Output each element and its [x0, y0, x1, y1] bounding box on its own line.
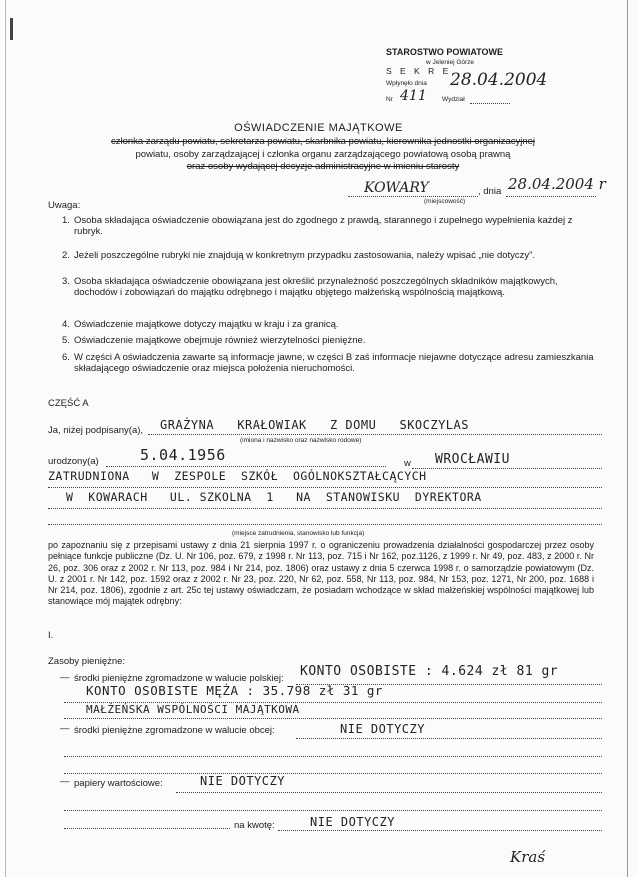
employment-line-2: W KOWARACH UL. SZKOLNA 1 NA STANOWISKU DYREKTORA [66, 490, 482, 504]
place-caption: (miejscowość) [424, 198, 466, 205]
part-a-heading: CZĘŚĆ A [48, 398, 89, 409]
declarant-label: Ja, niżej podpisany(a), [48, 425, 144, 436]
pln-funds-label: środki pieniężne zgromadzone w walucie polskiej: [74, 673, 284, 684]
office-stamp [380, 44, 550, 106]
employment-underline-2 [48, 508, 602, 509]
staple-mark [10, 18, 13, 40]
bullet-dash: — [60, 672, 70, 683]
amount-value: NIE DOTYCZY [310, 815, 395, 829]
instruction-number: 3. [62, 276, 70, 287]
document-subtitle [58, 136, 588, 174]
cash-resources-label: Zasoby pieniężne: [48, 656, 126, 667]
born-place-line [412, 468, 602, 469]
born-label: urodzony(a) [48, 456, 99, 467]
born-date: 5.04.1956 [140, 446, 226, 464]
place-value: KOWARY [364, 180, 429, 196]
subtitle-line-3: oraz osoby wydającej decyzje administracyjne w imieniu starosty [186, 161, 460, 172]
amount-lead-line [64, 828, 230, 829]
stamp-received-label: Wpłynęło dnia [386, 80, 427, 87]
stamp-nr-label: Nr [386, 96, 393, 103]
stamp-wydzial-line [470, 103, 510, 104]
stamp-received-date: 28.04.2004 [450, 70, 548, 90]
date-line [506, 196, 596, 197]
employment-underline-1 [48, 487, 602, 488]
stamp-wydzial-label: Wydział [442, 96, 465, 103]
section-i-heading: I. [48, 630, 54, 641]
securities-line-1 [176, 792, 602, 793]
instruction-text: Jeżeli poszczególne rubryki nie znajdują w konkretnym przypadku zastosowania, należy wpisać „nie dotyczy”. [74, 250, 535, 261]
foreign-funds-value: NIE DOTYCZY [340, 722, 425, 736]
born-date-line [106, 466, 386, 467]
pln-funds-value-2: KONTO OSOBISTE MĘŻA : 35.798 zł 31 gr [86, 683, 383, 698]
instruction-item [62, 215, 598, 241]
foreign-funds-line-1 [296, 738, 602, 739]
instruction-number: 2. [62, 250, 70, 261]
date-value: 28.04.2004 r [508, 175, 606, 193]
declarant-name: GRAŻYNA KRAŁOWIAK Z DOMU SKOCZYLAS [160, 418, 469, 432]
stamp-nr-value: 411 [400, 88, 427, 104]
signature-initials: Kraś [510, 848, 546, 866]
employment-caption: (miejsce zatrudnienia, stanowisko lub funkcja) [232, 530, 365, 537]
legal-basis-text: po zapoznaniu się z przepisami ustawy z dnia 21 sierpnia 1997 r. o ograniczeniu prowadzenia działalności gospodarczej przez osoby pełniące funkcje publiczne (Dz. U. Nr 106, poz. 679, z 1998 r. Nr 113, poz. 715 i Nr 162, poz.1126, z 1999 r. Nr 49, poz. 483, z 2000 r. Nr 26, poz. 306 oraz z 2002 r. Nr 113, poz. 984 i Nr 214, poz. 1806) oraz ustawy z dnia 5 czerwca 1998 r. o samorządzie powiatowym (Dz. U. z 2001 r. Nr 142, poz. 1592 oraz z 2002 r. Nr 23, poz. 220, Nr 62, poz. 558, Nr 113, poz. 984, Nr 153, poz. 1271, Nr 200, poz. 1688 i Nr 214, poz. 1806), zgodnie z art. 25c tej ustawy oświadczam, że posiadam wchodzące w skład małżeńskiej wspólności majątkowej lub stanowiące mój majątek odrębny: [48, 540, 594, 607]
instruction-text: Osoba składająca oświadczenie obowiązana jest do zgodnego z prawdą, starannego i zupełnego wypełnienia każdej z rubryk. [74, 215, 573, 238]
instruction-text: W części A oświadczenia zawarte są informacje jawne, w części B zaś informacje niejawne dotyczące adresu zamieszkania składającego oświadczenie oraz miejsca położenia nieruchomości. [74, 352, 594, 375]
instruction-item [62, 276, 598, 314]
date-prefix: , dnia [478, 186, 502, 197]
instruction-item [62, 319, 598, 333]
securities-line-2 [64, 810, 602, 811]
bullet-dash: — [60, 776, 70, 787]
stamp-office-city: w Jeleniej Górze [426, 59, 475, 66]
foreign-funds-label: środki pieniężne zgromadzone w walucie obcej: [74, 725, 275, 736]
instruction-text: Oświadczenie majątkowe obejmuje również wierzytelności pieniężne. [74, 335, 366, 346]
subtitle-line-2: powiatu, osoby zarządzającej i członka organu zarządzającego powiatową osobą prawną [135, 148, 511, 160]
bullet-dash: — [60, 723, 70, 734]
securities-label: papiery wartościowe: [74, 778, 163, 789]
foreign-funds-line-2 [64, 756, 602, 757]
foreign-funds-line-3 [64, 773, 602, 774]
employment-underline-3 [48, 524, 602, 525]
instruction-text: Oświadczenie majątkowe dotyczy majątku w kraju i za granicą. [74, 319, 339, 330]
instruction-text: Osoba składająca oświadczenie obowiązana jest określić przynależność poszczególnych składników majątkowych, dochodów i zobowiązań do majątku odrębnego i majątku objętego małżeńską wspólnością majątkową. [74, 276, 558, 299]
subtitle-line-1: członka zarządu powiatu, sekretarza powiatu, skarbnika powiatu, kierownika jednostki organizacyjnej [110, 136, 536, 147]
born-place: WROCŁAWIU [435, 452, 510, 467]
instruction-number: 5. [62, 335, 70, 346]
pln-funds-line-3 [64, 718, 602, 719]
stamp-office-name: STAROSTWO POWIATOWE [386, 47, 503, 57]
instruction-number: 1. [62, 215, 70, 226]
securities-value: NIE DOTYCZY [200, 774, 285, 788]
born-in-label: w [404, 458, 411, 469]
instruction-item [62, 335, 598, 349]
uwaga-label: Uwaga: [48, 200, 81, 211]
stamp-secretariat: S E K R E [386, 66, 452, 76]
instruction-item [62, 352, 598, 378]
instruction-number: 4. [62, 319, 70, 330]
instruction-number: 6. [62, 352, 70, 363]
declarant-caption: (imiona i nazwisko oraz nazwisko rodowe) [240, 437, 362, 444]
instruction-item [62, 250, 598, 276]
document-title: OŚWIADCZENIE MAJĄTKOWE [234, 122, 403, 134]
pln-funds-value-3: MAŁŻEŃSKA WSPÓLNOŚCI MAJĄTKOWA [86, 703, 300, 716]
pln-funds-value-1: KONTO OSOBISTE : 4.624 zł 81 gr [300, 664, 559, 679]
declarant-line [148, 434, 602, 435]
employment-line-1: ZATRUDNIONA W ZESPOLE SZKÓŁ OGÓLNOKSZTAŁCĄCYCH [48, 469, 427, 483]
amount-line [278, 830, 602, 831]
amount-label: na kwotę: [234, 820, 275, 831]
